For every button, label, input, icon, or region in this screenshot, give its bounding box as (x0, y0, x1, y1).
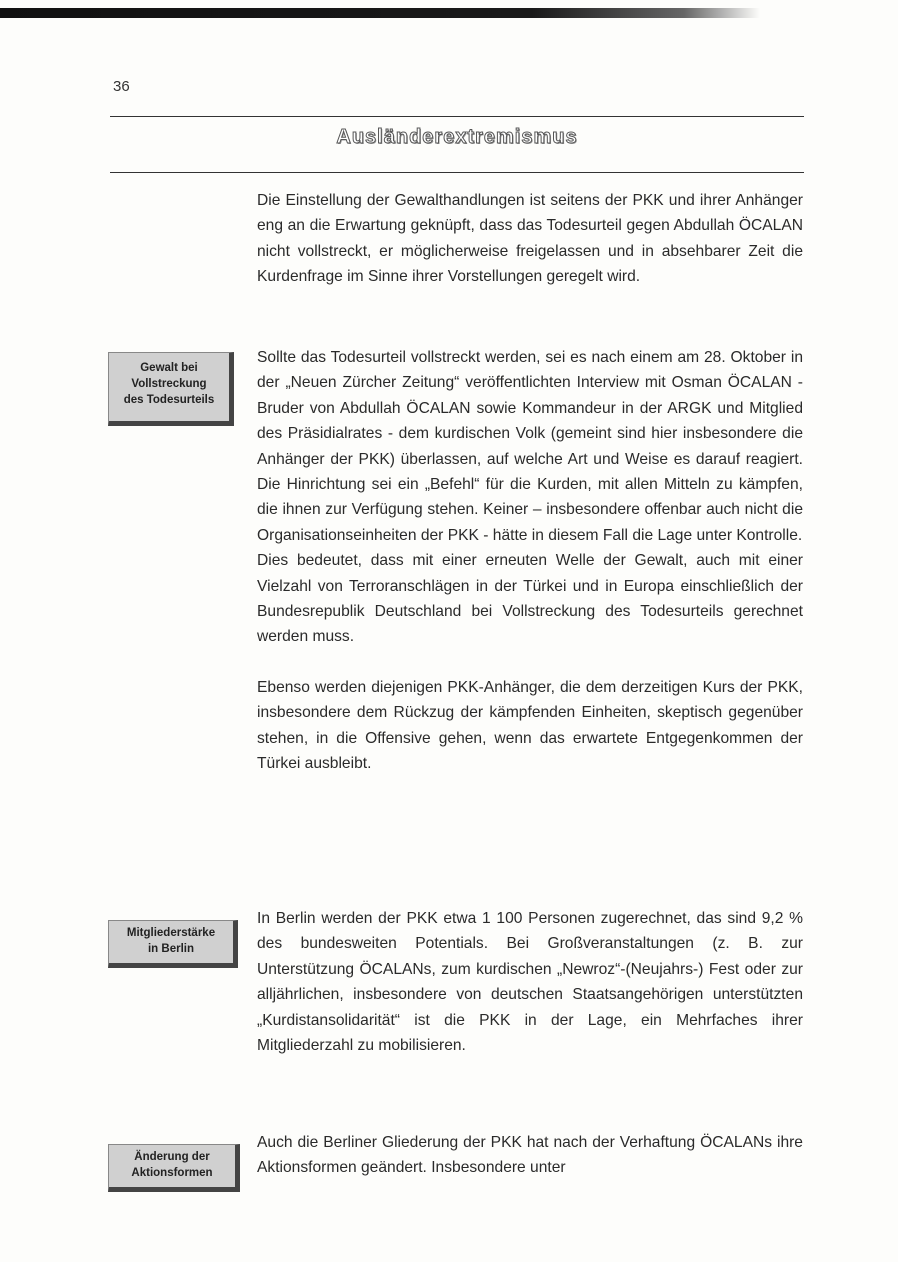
margin-note-gewalt (108, 352, 234, 426)
chapter-title: Ausländerextremismus (336, 126, 578, 148)
margin-note-line: Vollstreckung (131, 378, 207, 390)
paragraph: Dies bedeutet, dass mit einer erneuten Welle der Gewalt, auch mit einer Vielzahl von Terroranschlägen in der Türkei und in Europa einschließlich der Bundesrepublik Deutschland bei Vollstreckung des Todesurteils gerechnet werden muss. (257, 552, 803, 646)
margin-note-line: des Todesurteils (123, 394, 215, 406)
title-rule-top (110, 116, 804, 117)
body-section-1 (257, 188, 803, 290)
body-section-4 (257, 1130, 803, 1181)
margin-note-line: Änderung der (134, 1151, 210, 1163)
header-bar (0, 8, 760, 18)
paragraph: Die Einstellung der Gewalthandlungen ist seitens der PKK und ihrer Anhänger eng an die Erwartung geknüpft, dass das Todesurteil gegen Abdullah ÖCALAN nicht vollstreckt, er möglicherweise freigelassen und in absehbarer Zeit die Kurdenfrage im Sinne ihrer Vorstellungen geregelt wird. (257, 192, 803, 286)
margin-note-line: Mitgliederstärke (126, 927, 216, 939)
paragraph: In Berlin werden der PKK etwa 1 100 Personen zugerechnet, das sind 9,2 % des bundesweiten Potentials. Bei Großveranstaltungen (z. B. zur Unterstützung ÖCALANs, zum kurdischen „Newroz“-(Neujahrs-) Fest oder zur alljährlichen, insbesondere von deutschen Staatsangehörigen unterstützten „Kurdistansolidarität“ ist die PKK in der Lage, ein Mehrfaches ihrer Mitgliederzahl zu mobilisieren. (257, 910, 803, 1055)
paragraph: Auch die Berliner Gliederung der PKK hat nach der Verhaftung ÖCALANs ihre Aktionsformen geändert. Insbesondere unter (257, 1134, 803, 1177)
margin-note-line: Gewalt bei (140, 362, 198, 374)
margin-note-aktionsformen (108, 1144, 240, 1192)
margin-note-line: in Berlin (147, 943, 194, 955)
body-section-3 (257, 906, 803, 1058)
paragraph: Sollte das Todesurteil vollstreckt werden, sei es nach einem am 28. Oktober in der „Neuen Zürcher Zeitung“ veröffentlichten Interview mit Osman ÖCALAN - Bruder von Abdullah ÖCALAN sowie Kommandeur in der ARGK und Mitglied des Präsidialrates - dem kurdischen Volk (gemeint sind hier insbesondere die Anhänger der PKK) überlassen, auf welche Art und Weise es darauf reagiert. Die Hinrichtung sei ein „Befehl“ für die Kurden, mit allen Mitteln zu kämpfen, die ihnen zur Verfügung stehen. Keiner – insbesondere offenbar auch nicht die Organisationseinheiten der PKK - hätte in diesem Fall die Lage unter Kontrolle. (257, 349, 803, 544)
margin-note-mitglieder (108, 920, 238, 968)
margin-note-line: Aktionsformen (131, 1167, 213, 1179)
body-section-2 (257, 345, 803, 777)
title-rule-bottom (110, 172, 804, 173)
page-number: 36 (113, 78, 130, 95)
paragraph: Ebenso werden diejenigen PKK-Anhänger, die dem derzeitigen Kurs der PKK, insbesondere dem Rückzug der kämpfenden Einheiten, skeptisch gegenüber stehen, in die Offensive gehen, wenn das erwartete Entgegenkommen der Türkei ausbleibt. (257, 678, 803, 773)
